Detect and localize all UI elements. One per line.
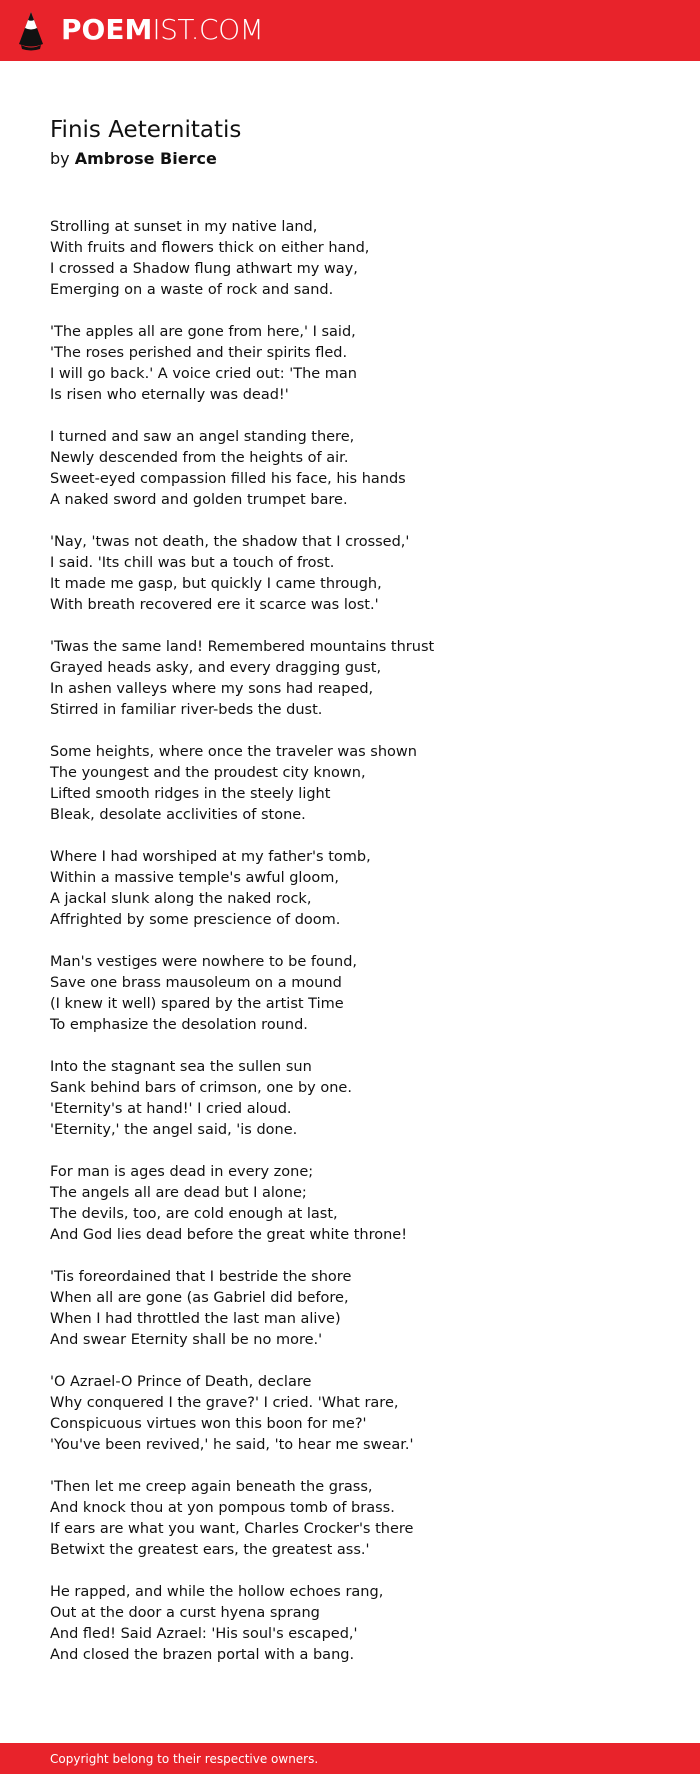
poem-line: Out at the door a curst hyena sprang — [50, 1605, 320, 1621]
poem-line: And swear Eternity shall be no more.' — [50, 1332, 323, 1348]
poem-line: Strolling at sunset in my native land, — [50, 219, 318, 235]
brand-strong-text: POEM — [61, 13, 153, 46]
poem-line: Affrighted by some prescience of doom. — [50, 912, 341, 928]
site-footer — [0, 1743, 700, 1774]
poem-line: I crossed a Shadow flung athwart my way, — [50, 261, 358, 277]
poem-line: I said. 'Its chill was but a touch of frost. — [50, 555, 335, 571]
poem-byline — [50, 147, 660, 171]
brand-light-text: IST.COM — [152, 13, 264, 46]
poem-line: And fled! Said Azrael: 'His soul's escaped,' — [50, 1626, 358, 1642]
poem-line: For man is ages dead in every zone; — [50, 1164, 314, 1180]
poem-line: Save one brass mausoleum on a mound — [50, 975, 342, 991]
poem-line: Some heights, where once the traveler was shown — [50, 744, 417, 760]
poem-stanza — [50, 322, 660, 406]
poem-line: I will go back.' A voice cried out: 'The man — [50, 366, 357, 382]
poem-line: Grayed heads asky, and every dragging gust, — [50, 660, 382, 676]
poem-line: 'Eternity,' the angel said, 'is done. — [50, 1122, 298, 1138]
poem-line: A jackal slunk along the naked rock, — [50, 891, 312, 907]
poem-line: Sweet-eyed compassion filled his face, his hands — [50, 471, 406, 487]
poem-stanza — [50, 1582, 660, 1666]
poem-line: Man's vestiges were nowhere to be found, — [50, 954, 358, 970]
poem-line: If ears are what you want, Charles Crocker's there — [50, 1521, 414, 1537]
site-header — [0, 0, 700, 61]
poem-line: 'Twas the same land! Remembered mountains thrust — [50, 639, 435, 655]
poem-stanza — [50, 1372, 660, 1456]
poem-line: It made me gasp, but quickly I came through, — [50, 576, 382, 592]
poem-line: Lifted smooth ridges in the steely light — [50, 786, 331, 802]
pencil-tip-icon[interactable] — [18, 11, 44, 51]
poem-line: Emerging on a waste of rock and sand. — [50, 282, 334, 298]
poem-line: 'Then let me creep again beneath the grass, — [50, 1479, 373, 1495]
poem-line: Sank behind bars of crimson, one by one. — [50, 1080, 352, 1096]
poem-line: 'You've been revived,' he said, 'to hear me swear.' — [50, 1437, 414, 1453]
poem-stanza — [50, 427, 660, 511]
poem-line: 'Nay, 'twas not death, the shadow that I crossed,' — [50, 534, 410, 550]
poem-line: Bleak, desolate acclivities of stone. — [50, 807, 306, 823]
poem-line: A naked sword and golden trumpet bare. — [50, 492, 348, 508]
poem-line: Into the stagnant sea the sullen sun — [50, 1059, 312, 1075]
poem-line: Conspicuous virtues won this boon for me?' — [50, 1416, 367, 1432]
poem-line: And God lies dead before the great white throne! — [50, 1227, 408, 1243]
poem-stanza — [50, 742, 660, 826]
poem-line: Betwixt the greatest ears, the greatest ass.' — [50, 1542, 370, 1558]
poem-line: 'The apples all are gone from here,' I said, — [50, 324, 356, 340]
poem-stanza — [50, 217, 660, 301]
poem-title: Finis Aeternitatis — [50, 117, 242, 143]
poem-line: Why conquered I the grave?' I cried. 'What rare, — [50, 1395, 399, 1411]
poem-line: 'Tis foreordained that I bestride the shore — [50, 1269, 352, 1285]
poem-author: Ambrose Bierce — [74, 149, 217, 168]
poem-line: Where I had worshiped at my father's tomb, — [50, 849, 371, 865]
poem-line: With breath recovered ere it scarce was lost.' — [50, 597, 379, 613]
poem-line: Is risen who eternally was dead!' — [50, 387, 289, 403]
poem-stanza — [50, 952, 660, 1036]
poem-line: Newly descended from the heights of air. — [50, 450, 349, 466]
poem-body — [50, 217, 660, 1666]
byline-prefix: by — [50, 149, 70, 168]
copyright-notice: Copyright belong to their respective owners. — [50, 1752, 319, 1766]
poem-line: And closed the brazen portal with a bang. — [50, 1647, 355, 1663]
poem-line: (I knew it well) spared by the artist Time — [50, 996, 344, 1012]
poem-stanza — [50, 1267, 660, 1351]
poem-stanza — [50, 1477, 660, 1561]
poem-stanza — [50, 1057, 660, 1141]
poem-line: The devils, too, are cold enough at last, — [50, 1206, 338, 1222]
poem-stanza — [50, 637, 660, 721]
poem-line: When I had throttled the last man alive) — [50, 1311, 341, 1327]
poem-stanza — [50, 1162, 660, 1246]
poem-content — [50, 114, 660, 1687]
poem-line: With fruits and flowers thick on either hand, — [50, 240, 370, 256]
poem-line: 'Eternity's at hand!' I cried aloud. — [50, 1101, 292, 1117]
poem-line: Within a massive temple's awful gloom, — [50, 870, 339, 886]
poem-line: When all are gone (as Gabriel did before, — [50, 1290, 349, 1306]
poem-line: He rapped, and while the hollow echoes rang, — [50, 1584, 384, 1600]
poem-line: And knock thou at yon pompous tomb of brass. — [50, 1500, 395, 1516]
poem-line: I turned and saw an angel standing there, — [50, 429, 355, 445]
poem-line: The youngest and the proudest city known, — [50, 765, 366, 781]
poem-stanza — [50, 847, 660, 931]
poem-line: The angels all are dead but I alone; — [50, 1185, 307, 1201]
poem-line: 'The roses perished and their spirits fled. — [50, 345, 348, 361]
poem-stanza — [50, 532, 660, 616]
poem-line: In ashen valleys where my sons had reaped, — [50, 681, 374, 697]
site-brand[interactable] — [61, 11, 263, 49]
poem-line: 'O Azrael-O Prince of Death, declare — [50, 1374, 312, 1390]
poem-line: Stirred in familiar river-beds the dust. — [50, 702, 323, 718]
poem-line: To emphasize the desolation round. — [50, 1017, 308, 1033]
